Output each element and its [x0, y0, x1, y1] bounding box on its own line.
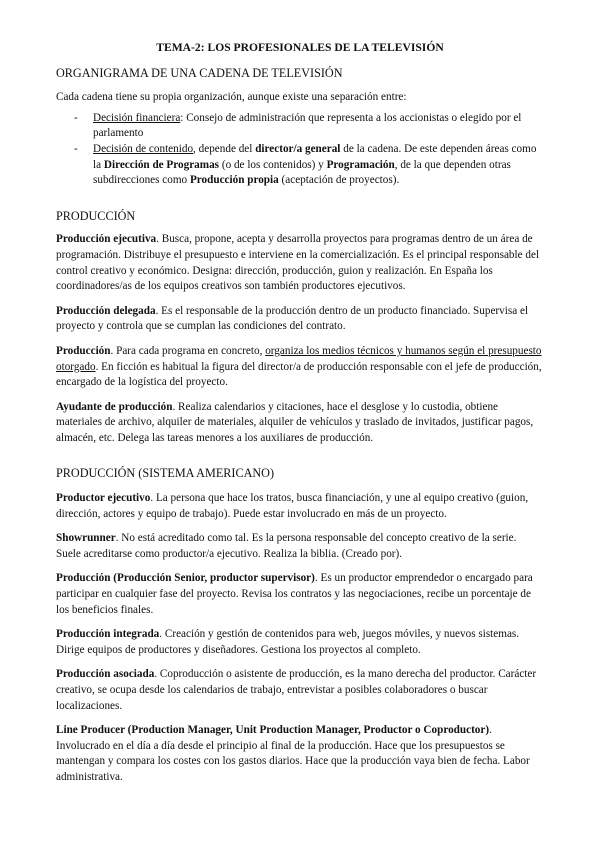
page-title: TEMA-2: LOS PROFESIONALES DE LA TELEVISIÓN [156, 41, 444, 54]
bold-term: Producción propia [189, 174, 279, 187]
bold-term: director/a general [255, 142, 341, 155]
bold-term: Line Producer (Production Manager, Unit Production Manager, Productor o Coproductor) [56, 724, 490, 737]
bold-term: Dirección de Programas [103, 158, 220, 171]
paragraph-text: . En ficción es habitual la figura del director/a de producción responsable con el jefe de producción, encargado de la logística del proyecto. [56, 360, 542, 389]
underlined-text: organiza los medios técnicos y humanos según el presupuesto otorgado [56, 344, 542, 373]
paragraph [56, 723, 544, 785]
paragraph-text: . Coproducción o asistente de producción, es la mano derecha del productor. Carácter creativo, se ocupa desde los calendarios de trabajo, entrevistar a posibles colaboradores o buscar localizaciones. [56, 668, 537, 712]
bold-term: Producción integrada [56, 628, 160, 641]
item-text: (aceptación de proyectos). [278, 174, 400, 187]
paragraph-text: . Para cada programa en concreto, [110, 344, 266, 357]
paragraph-text: . No está acreditado como tal. Es la persona responsable del concepto creativo de la serie. Suele acreditarse como productor/a ejecutivo. Realiza la biblia. (Creado por). [56, 532, 517, 560]
paragraph [56, 531, 544, 562]
bold-term: Producción asociada [56, 668, 155, 681]
paragraph [56, 400, 544, 447]
paragraph-text: . Busca, propone, acepta y desarrolla proyectos para programas dentro de un área de programación. Distribuye el presupuesto e interviene en la comercialización. Es el principal responsable del control creativo y económico. Designa: dirección, producción, guion y realización. En España los coordinadores/as de los equipos creativos son también productores ejecutivos. [56, 233, 540, 293]
item-text: , de la que dependen otras subdirecciones como [93, 158, 511, 187]
paragraph-text: . Es el responsable de la producción dentro de un producto financiado. Supervisa el proyecto y controla que se cumplan las condiciones del contrato. [56, 304, 529, 333]
paragraph [56, 627, 544, 658]
bold-term: Ayudante de producción [56, 400, 173, 413]
paragraph [56, 304, 544, 335]
item-text: (o de los contenidos) y [219, 158, 327, 171]
intro-paragraph: Cada cadena tiene su propia organización, aunque existe una separación entre: [56, 91, 407, 104]
bold-term: Productor ejecutivo [56, 492, 151, 505]
bold-term: Producción delegada [56, 304, 156, 317]
paragraph-text: . Creación y gestión de contenidos para web, juegos móviles, y nuevos sistemas. Dirige equipos de productores y diseñadores. Gestiona los proyectos al completo. [56, 628, 520, 656]
bold-term: Showrunner [56, 532, 116, 545]
item-text: : Consejo de administración que representa a los accionistas o elegido por el parlamento [93, 111, 522, 140]
list-item [74, 111, 544, 142]
decision-list [56, 111, 544, 189]
paragraph-text: . Involucrado en el día a día desde el principio al final de la producción. Hace que los presupuestos se mantengan y compara los costes con los gastos diarios. Hace que la producción vaya bien de fecha. Labor administrativa. [56, 724, 530, 783]
paragraph-text: . Realiza calendarios y citaciones, hace el desglose y lo custodia, obtiene materiales de archivo, alquiler de materiales, alquiler de vehículos y traslado de invitados, justificar pagos, almacén, etc. Delega las tareas menores a los auxiliares de producción. [56, 400, 534, 444]
paragraph [56, 491, 544, 522]
bold-term: Producción ejecutiva [56, 233, 157, 246]
section-heading-produccion: PRODUCCIÓN [56, 208, 136, 223]
bold-term: Producción [56, 344, 111, 357]
bold-term: Programación [326, 158, 395, 171]
bold-term: Producción (Producción Senior, productor supervisor) [56, 572, 315, 585]
paragraph [56, 344, 544, 391]
section-heading-sistema-americano: PRODUCCIÓN (SISTEMA AMERICANO) [56, 466, 275, 481]
term-decision-financiera: Decisión financiera [93, 111, 181, 124]
paragraph [56, 571, 544, 618]
paragraph [56, 667, 544, 714]
list-item [74, 142, 544, 189]
section-heading-organigrama: ORGANIGRAMA DE UNA CADENA DE TELEVISIÓN [56, 65, 343, 80]
paragraph-text: . La persona que hace los tratos, busca financiación, y une al equipo creativo (guion, dirección, actores y equipo de trabajo). Puede estar involucrado en más de un proyecto. [56, 492, 529, 520]
item-text: de la cadena. De este dependen áreas como la [93, 142, 537, 171]
paragraph [56, 232, 544, 294]
term-decision-contenido: Decisión de contenido [93, 142, 194, 155]
paragraph-text: . Es un productor emprendedor o encargado para participar en cualquier fase del proyecto. Revisa los contratos y las negociaciones, recibe un porcentaje de los beneficios finales. [56, 572, 533, 616]
item-text: , depende del [193, 142, 256, 155]
